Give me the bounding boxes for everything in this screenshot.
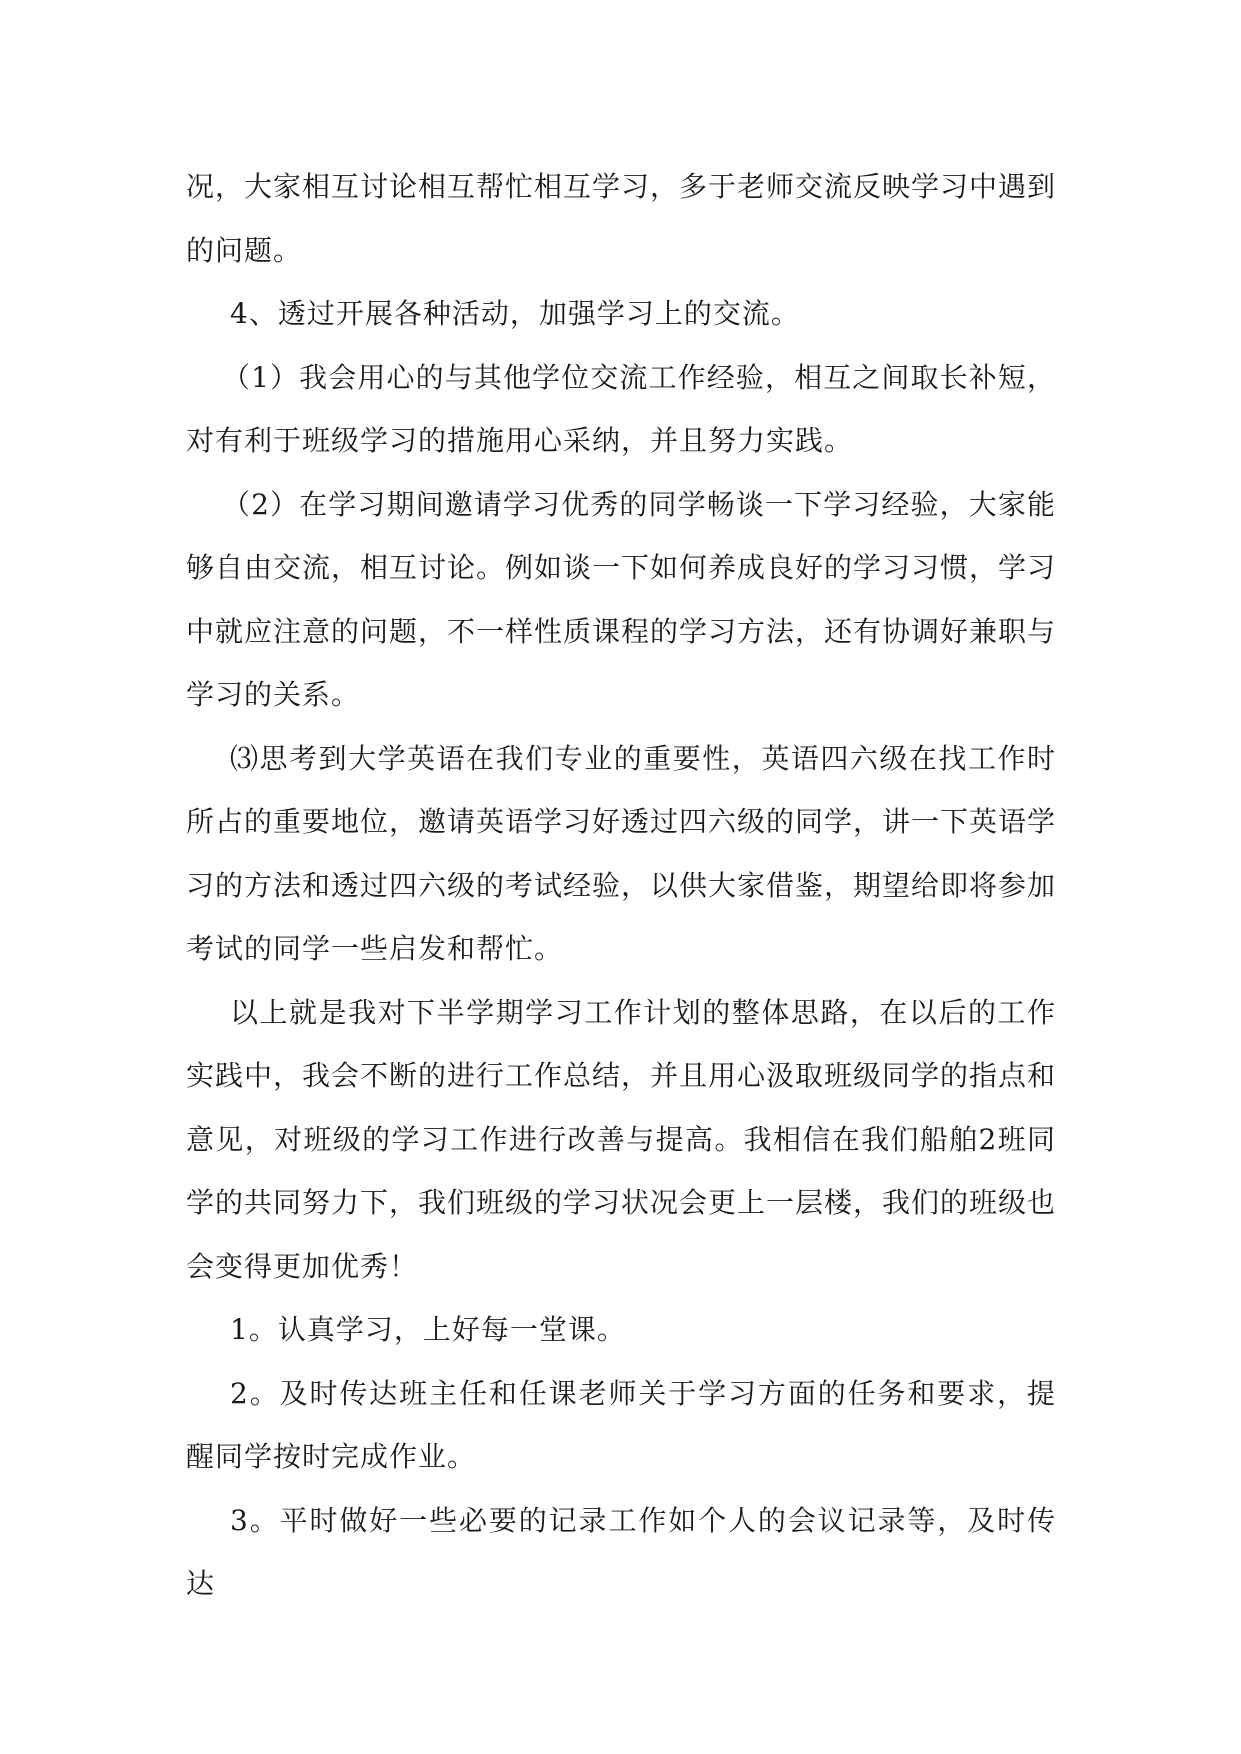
paragraph-subitem-2: （2）在学习期间邀请学习优秀的同学畅谈一下学习经验，大家能够自由交流，相互讨论。例如谈一下如何养成良好的学习习惯，学习中就应注意的问题，不一样性质课程的学习方法，还有协调好兼职与学习的关系。 xyxy=(186,487,1057,711)
document-body xyxy=(186,155,1056,1616)
paragraph-list-item-1: 1。认真学习，上好每一堂课。 xyxy=(230,1313,626,1346)
paragraph-continuation: 况，大家相互讨论相互帮忙相互学习，多于老师交流反映学习中遇到的问题。 xyxy=(186,170,1057,267)
paragraph-summary: 以上就是我对下半学期学习工作计划的整体思路，在以后的工作实践中，我会不断的进行工作总结，并且用心汲取班级同学的指点和意见，对班级的学习工作进行改善与提高。我相信在我们船舶2班同学的共同努力下，我们班级的学习状况会更上一层楼，我们的班级也会变得更加优秀！ xyxy=(186,995,1057,1283)
paragraph-list-item-2: 2。及时传达班主任和任课老师关于学习方面的任务和要求，提醒同学按时完成作业。 xyxy=(186,1376,1056,1473)
paragraph-item-4: 4、透过开展各种活动，加强学习上的交流。 xyxy=(230,297,800,330)
paragraph-subitem-1: （1）我会用心的与其他学位交流工作经验，相互之间取长补短，对有利于班级学习的措施用心采纳，并且努力实践。 xyxy=(186,360,1056,457)
paragraph-subitem-3: ⑶思考到大学英语在我们专业的重要性，英语四六级在找工作时所占的重要地位，邀请英语学习好透过四六级的同学，讲一下英语学习的方法和透过四六级的考试经验，以供大家借鉴，期望给即将参加考试的同学一些启发和帮忙。 xyxy=(186,741,1057,965)
paragraph-list-item-3: 3。平时做好一些必要的记录工作如个人的会议记录等，及时传达 xyxy=(186,1503,1056,1600)
